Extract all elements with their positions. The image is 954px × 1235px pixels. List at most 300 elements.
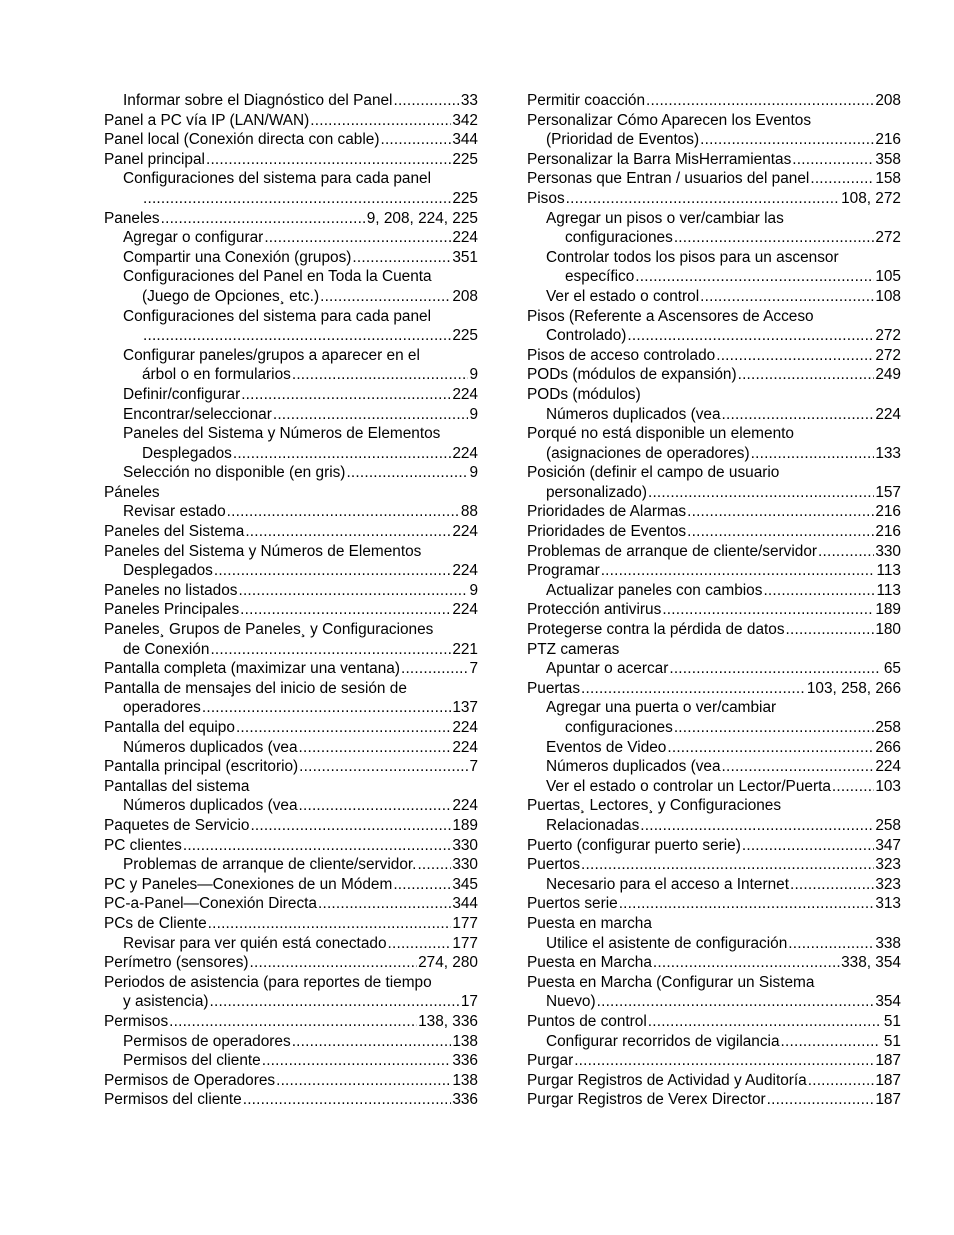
index-entry	[527, 738, 901, 758]
index-entry	[104, 934, 478, 954]
dot-leader	[417, 855, 451, 875]
index-entry-term: Pantallas del sistema	[104, 777, 250, 795]
dot-leader	[169, 1012, 417, 1032]
index-entry-pages: 208	[875, 92, 901, 109]
index-entry-term: PODs (módulos de expansión)	[527, 366, 737, 384]
dot-leader	[810, 169, 874, 189]
dot-leader	[210, 640, 451, 660]
index-entry	[104, 502, 478, 522]
index-entry-term: Pisos (Referente a Ascensores de Acceso	[527, 307, 814, 325]
index-entry	[104, 855, 478, 875]
index-entry	[104, 326, 478, 346]
index-entry-term: Pantalla de mensajes del inicio de sesión de	[104, 679, 407, 697]
dot-leader	[380, 130, 451, 150]
dot-leader	[722, 757, 875, 777]
index-entry-term: Eventos de Video	[546, 738, 667, 756]
index-entry	[527, 91, 901, 111]
index-entry-pages: 180	[875, 621, 901, 639]
index-entry	[104, 1032, 478, 1052]
index-entry-term: Puerto (configurar puerto serie)	[527, 836, 741, 854]
index-entry-term: Personas que Entran / usuarios del panel	[527, 170, 810, 188]
index-entry-pages: 208	[452, 287, 478, 305]
index-entry-term: Paneles del Sistema	[104, 523, 245, 541]
index-entry-pages: 9	[469, 405, 478, 423]
dot-leader	[597, 992, 875, 1012]
index-entry-term: Ver el estado o control	[546, 287, 700, 305]
index-entry-pages: 138, 336	[418, 1012, 478, 1030]
index-entry-term: Páneles	[104, 483, 160, 501]
index-entry-term: Agregar un pisos o ver/cambiar las	[546, 209, 784, 227]
dot-leader	[635, 267, 874, 287]
index-entry-term: Números duplicados (vea	[546, 758, 721, 776]
index-entry	[527, 189, 901, 209]
index-entry	[527, 463, 901, 483]
index-entry-pages: 225	[452, 189, 478, 207]
dot-leader	[206, 150, 451, 170]
index-entry	[104, 463, 478, 483]
index-entry-pages: 224	[452, 523, 478, 541]
index-entry-term: Compartir una Conexión (grupos)	[123, 248, 352, 266]
index-entry	[104, 169, 478, 189]
index-entry	[527, 326, 901, 346]
dot-leader	[662, 600, 874, 620]
index-entry-pages: 103, 258, 266	[806, 679, 901, 697]
index-entry-term: Controlar todos los pisos para un ascensor	[546, 248, 839, 266]
index-entry	[104, 1090, 478, 1110]
index-entry-pages: 138	[452, 1071, 478, 1089]
dot-leader	[202, 698, 451, 718]
dot-leader	[161, 209, 366, 229]
index-entry-pages: 224	[452, 738, 478, 756]
index-entry-pages: 224	[452, 444, 478, 462]
index-entry	[527, 483, 901, 503]
index-entry	[527, 1090, 901, 1110]
index-entry-term: Relacionadas	[546, 816, 640, 834]
index-entry	[527, 228, 901, 248]
dot-leader	[601, 561, 876, 581]
index-entry	[527, 1012, 901, 1032]
index-entry-term: Paneles Principales	[104, 601, 240, 619]
dot-leader	[245, 522, 451, 542]
index-entry	[527, 1032, 901, 1052]
index-entry-term: Porqué no está disponible un elemento	[527, 425, 794, 443]
dot-leader	[388, 934, 452, 954]
index-entry-term: Panel principal	[104, 150, 205, 168]
index-entry	[527, 757, 901, 777]
index-entry	[104, 209, 478, 229]
index-entry-term: Paneles	[104, 209, 160, 227]
index-entry-term: y asistencia)	[123, 993, 209, 1011]
dot-leader	[751, 444, 875, 464]
dot-leader	[393, 875, 451, 895]
index-entry-term: Pantalla completa (maximizar una ventana)	[104, 660, 400, 678]
index-entry	[104, 522, 478, 542]
index-entry	[104, 405, 478, 425]
index-entry-term: Periodos de asistencia (para reportes de tiempo	[104, 973, 432, 991]
index-entry-pages: 113	[876, 562, 901, 580]
dot-leader	[243, 1090, 452, 1110]
index-entry	[104, 875, 478, 895]
index-entry-pages: 108, 272	[841, 189, 901, 207]
dot-leader	[143, 326, 451, 346]
index-entry-pages: 9, 208, 224, 225	[366, 209, 478, 227]
index-entry-term: Números duplicados (vea	[546, 405, 721, 423]
dot-leader	[264, 228, 451, 248]
index-entry	[104, 914, 478, 934]
index-entry-pages: 189	[452, 816, 478, 834]
index-entry-term: PC clientes	[104, 836, 182, 854]
index-entry-term: Permisos de operadores	[123, 1032, 291, 1050]
index-entry-term: Problemas de arranque de cliente/servidor	[527, 542, 818, 560]
dot-leader	[241, 385, 451, 405]
index-entry	[527, 640, 901, 660]
index-entry	[527, 287, 901, 307]
index-entry-pages: 105	[875, 268, 901, 286]
dot-leader	[738, 365, 875, 385]
index-entry	[104, 1051, 478, 1071]
index-entry-term: Números duplicados (vea	[123, 738, 298, 756]
dot-leader	[250, 953, 418, 973]
dot-leader	[292, 1032, 452, 1052]
index-entry-pages: 272	[875, 229, 901, 247]
index-entry-term: personalizado)	[546, 483, 647, 501]
index-entry	[104, 365, 478, 385]
index-entry-term: Selección no disponible (en gris)	[123, 464, 346, 482]
index-entry-pages: 9	[469, 464, 478, 482]
index-entry-pages: 216	[875, 523, 901, 541]
index-entry	[527, 267, 901, 287]
index-entry	[104, 659, 478, 679]
index-entry-term: de Conexión	[123, 640, 210, 658]
index-entry-term: Puertos serie	[527, 895, 618, 913]
index-entry	[527, 502, 901, 522]
dot-leader	[781, 1032, 879, 1052]
index-entry-term: (Prioridad de Eventos)	[546, 131, 700, 149]
index-entry-pages: 344	[452, 131, 478, 149]
index-entry	[104, 228, 478, 248]
dot-leader	[292, 365, 469, 385]
index-entry	[104, 483, 478, 503]
index-entry	[104, 581, 478, 601]
index-entry	[104, 287, 478, 307]
dot-leader	[700, 130, 874, 150]
dot-leader	[667, 738, 874, 758]
index-entry-pages: 323	[875, 856, 901, 874]
dot-leader	[786, 620, 875, 640]
index-entry	[104, 640, 478, 660]
index-entry-pages: 351	[452, 248, 478, 266]
dot-leader	[767, 1090, 875, 1110]
dot-leader	[790, 875, 874, 895]
index-entry	[527, 307, 901, 327]
index-entry	[104, 757, 478, 777]
index-entry-pages: 336	[452, 1052, 478, 1070]
index-entry-pages: 249	[875, 366, 901, 384]
index-entry-term: Paneles del Sistema y Números de Elementos	[104, 542, 422, 560]
dot-leader	[818, 542, 874, 562]
index-entry	[527, 150, 901, 170]
index-entry-pages: 33	[460, 92, 478, 109]
dot-leader	[581, 679, 806, 699]
index-entry-term: Prioridades de Eventos	[527, 523, 687, 541]
index-entry-pages: 224	[452, 385, 478, 403]
index-entry-term: Puntos de control	[527, 1012, 647, 1030]
index-entry-term: Perímetro (sensores)	[104, 954, 249, 972]
index-entry	[527, 385, 901, 405]
index-entry	[104, 130, 478, 150]
index-entry-term: Paquetes de Servicio	[104, 816, 250, 834]
index-entry-term: Problemas de arranque de cliente/servidor.	[123, 856, 417, 874]
dot-leader	[674, 718, 875, 738]
index-entry	[104, 679, 478, 699]
index-entry-pages: 224	[452, 797, 478, 815]
index-entry-term: Puesta en marcha	[527, 914, 652, 932]
dot-leader	[210, 992, 460, 1012]
index-entry-term: Agregar o configurar	[123, 229, 264, 247]
index-entry	[104, 777, 478, 797]
index-entry-term: Definir/configurar	[123, 385, 241, 403]
index-entry	[527, 620, 901, 640]
dot-leader	[250, 816, 451, 836]
index-entry-term: Necesario para el acceso a Internet	[546, 875, 789, 893]
index-entry	[104, 307, 478, 327]
index-entry-term: Posición (definir el campo de usuario	[527, 464, 780, 482]
dot-leader	[581, 855, 874, 875]
dot-leader	[208, 914, 452, 934]
index-entry	[104, 796, 478, 816]
index-entry-pages: 51	[879, 1032, 901, 1050]
index-entry-term: Pisos de acceso controlado	[527, 346, 716, 364]
index-entry	[527, 973, 901, 993]
index-entry	[527, 405, 901, 425]
index-entry-pages: 258	[875, 816, 901, 834]
dot-leader	[648, 1012, 879, 1032]
dot-leader	[808, 1071, 875, 1091]
index-entry	[527, 542, 901, 562]
index-entry	[104, 189, 478, 209]
index-entry-pages: 187	[875, 1091, 901, 1109]
index-entry	[527, 111, 901, 131]
index-entry-pages: 224	[452, 601, 478, 619]
index-entry-pages: 225	[452, 327, 478, 345]
index-entry	[104, 424, 478, 444]
index-entry-term: Configuraciones del sistema para cada panel	[123, 307, 432, 325]
index-entry	[104, 816, 478, 836]
index-entry-term: específico	[565, 268, 635, 286]
index-entry-pages: 224	[452, 562, 478, 580]
dot-leader	[393, 91, 459, 111]
dot-leader	[566, 189, 840, 209]
index-entry	[104, 718, 478, 738]
dot-leader	[619, 894, 875, 914]
index-entry	[104, 738, 478, 758]
index-entry-pages: 258	[875, 719, 901, 736]
index-entry-term: PODs (módulos)	[527, 385, 641, 403]
index-entry	[104, 150, 478, 170]
index-entry	[527, 934, 901, 954]
dot-leader	[143, 189, 451, 209]
index-entry	[527, 561, 901, 581]
dot-leader	[236, 718, 451, 738]
index-entry	[527, 855, 901, 875]
index-entry-term: Puesta en Marcha (Configurar un Sistema	[527, 973, 815, 991]
dot-leader	[687, 502, 874, 522]
index-entry	[527, 444, 901, 464]
dot-leader	[716, 346, 874, 366]
index-entry-term: Permisos	[104, 1012, 169, 1030]
index-entry-pages: 272	[875, 346, 901, 364]
index-entry	[104, 1012, 478, 1032]
index-entry	[527, 777, 901, 797]
index-entry-pages: 274, 280	[418, 954, 478, 972]
index-entry	[527, 679, 901, 699]
index-entry-term: PC-a-Panel—Conexión Directa	[104, 895, 317, 913]
index-entry-term: Agregar una puerta o ver/cambiar	[546, 699, 777, 717]
index-entry-pages: 17	[460, 993, 478, 1011]
index-entry-term: PC y Paneles—Conexiones de un Módem	[104, 875, 393, 893]
dot-leader	[687, 522, 874, 542]
index-entry	[104, 836, 478, 856]
index-entry	[527, 522, 901, 542]
index-entry-pages: 187	[875, 1071, 901, 1089]
dot-leader	[352, 248, 451, 268]
index-entry-pages: 347	[875, 836, 901, 854]
index-entry-term: Nuevo)	[546, 993, 596, 1011]
index-entry	[104, 620, 478, 640]
dot-leader	[669, 659, 878, 679]
index-entry	[104, 973, 478, 993]
index-entry-term: Paneles no listados	[104, 581, 238, 599]
index-entry-pages: 108	[875, 287, 901, 305]
index-entry-term: (asignaciones de operadores)	[546, 444, 750, 462]
index-entry	[527, 424, 901, 444]
index-entry	[527, 718, 901, 738]
index-entry-pages: 103	[875, 777, 901, 795]
index-entry-pages: 7	[469, 660, 478, 678]
index-entry	[527, 248, 901, 268]
index-entry-pages: 323	[875, 875, 901, 893]
index-entry	[104, 267, 478, 287]
index-entry-pages: 345	[452, 875, 478, 893]
index-entry-term: Prioridades de Alarmas	[527, 503, 687, 521]
index-entry-term: configuraciones	[565, 719, 673, 736]
dot-leader	[299, 757, 468, 777]
index-entry	[527, 169, 901, 189]
index-entry-pages: 225	[452, 150, 478, 168]
index-entry-term: Utilice el asistente de configuración	[546, 934, 788, 952]
index-entry-pages: 9	[469, 581, 478, 599]
index-entry-pages: 187	[875, 1052, 901, 1070]
index-entry-term: Pantalla principal (escritorio)	[104, 758, 299, 776]
index-entry-pages: 177	[452, 914, 478, 932]
index-entry-pages: 313	[875, 895, 901, 913]
dot-leader	[648, 483, 874, 503]
index-entry	[104, 444, 478, 464]
index-entry-term: PTZ cameras	[527, 640, 620, 658]
index-entry-term: árbol o en formularios	[142, 366, 291, 384]
dot-leader	[700, 287, 874, 307]
index-entry-term: Números duplicados (vea	[123, 797, 298, 815]
index-entry-pages: 216	[875, 503, 901, 521]
index-entry-term: Permisos del cliente	[104, 1091, 242, 1109]
index-entry-pages: 224	[875, 405, 901, 423]
index-entry	[527, 130, 901, 150]
dot-leader	[238, 581, 468, 601]
index-entry-term: Permisos del cliente	[123, 1052, 261, 1070]
dot-leader	[233, 444, 451, 464]
index-entry	[104, 248, 478, 268]
index-entry-term: Desplegados	[142, 444, 232, 462]
dot-leader	[627, 326, 874, 346]
index-entry-pages: 344	[452, 895, 478, 913]
index-entry-term: Pisos	[527, 189, 565, 207]
index-entry	[527, 992, 901, 1012]
index-entry-term: Panel a PC vía IP (LAN/WAN)	[104, 111, 310, 129]
index-entry-term: Configuraciones del Panel en Toda la Cuenta	[123, 268, 432, 286]
dot-leader	[310, 111, 451, 131]
index-entry-pages: 354	[875, 993, 901, 1011]
index-entry-term: Permitir coacción	[527, 92, 646, 109]
index-entry-pages: 330	[452, 856, 478, 874]
dot-leader	[832, 777, 874, 797]
index-entry-pages: 358	[875, 150, 901, 168]
index-entry-term: Personalizar Cómo Aparecen los Eventos	[527, 111, 812, 129]
index-entry	[104, 561, 478, 581]
index-entry-term: Paneles¸ Grupos de Paneles¸ y Configuraciones	[104, 621, 434, 639]
index-entry-term: Puertas	[527, 679, 581, 697]
dot-leader	[653, 953, 840, 973]
index-entry-pages: 338, 354	[841, 954, 901, 972]
index-entry-term: Panel local (Conexión directa con cable)	[104, 131, 380, 149]
dot-leader	[792, 150, 874, 170]
index-entry-term: Permisos de Operadores	[104, 1071, 276, 1089]
index-entry-term: Informar sobre el Diagnóstico del Panel	[123, 92, 393, 109]
index-entry-pages: 342	[452, 111, 478, 129]
dot-leader	[273, 405, 469, 425]
dot-leader	[742, 836, 874, 856]
index-entry-term: Configuraciones del sistema para cada panel	[123, 170, 432, 188]
index-entry	[104, 385, 478, 405]
index-entry-term: Puesta en Marcha	[527, 954, 652, 972]
index-entry-pages: 158	[875, 170, 901, 188]
index-entry-term: Purgar	[527, 1052, 574, 1070]
index-entry-pages: 272	[875, 327, 901, 345]
index-entry-pages: 224	[452, 719, 478, 736]
index-entry-term: Encontrar/seleccionar	[123, 405, 272, 423]
index-entry-pages: 7	[469, 758, 478, 776]
index-entry-pages: 221	[452, 640, 478, 658]
index-entry-term: Puertas¸ Lectores¸ y Configuraciones	[527, 797, 782, 815]
dot-leader	[214, 561, 451, 581]
index-entry	[527, 953, 901, 973]
index-entry-pages: 51	[879, 1012, 901, 1030]
index-entry-term: Desplegados	[123, 562, 213, 580]
index-entry-term: Programar	[527, 562, 600, 580]
index-entry-term: Pantalla del equipo	[104, 719, 235, 736]
index-entry	[527, 659, 901, 679]
index-entry-pages: 133	[875, 444, 901, 462]
index-entry	[104, 111, 478, 131]
index-entry-pages: 336	[452, 1091, 478, 1109]
dot-leader	[276, 1071, 451, 1091]
index-column-left	[104, 91, 478, 1110]
index-entry	[527, 698, 901, 718]
dot-leader	[401, 659, 468, 679]
index-entry-term: Purgar Registros de Verex Director	[527, 1091, 766, 1109]
index-entry-term: Protección antivirus	[527, 601, 662, 619]
index-entry	[527, 1071, 901, 1091]
index-entry	[104, 542, 478, 562]
